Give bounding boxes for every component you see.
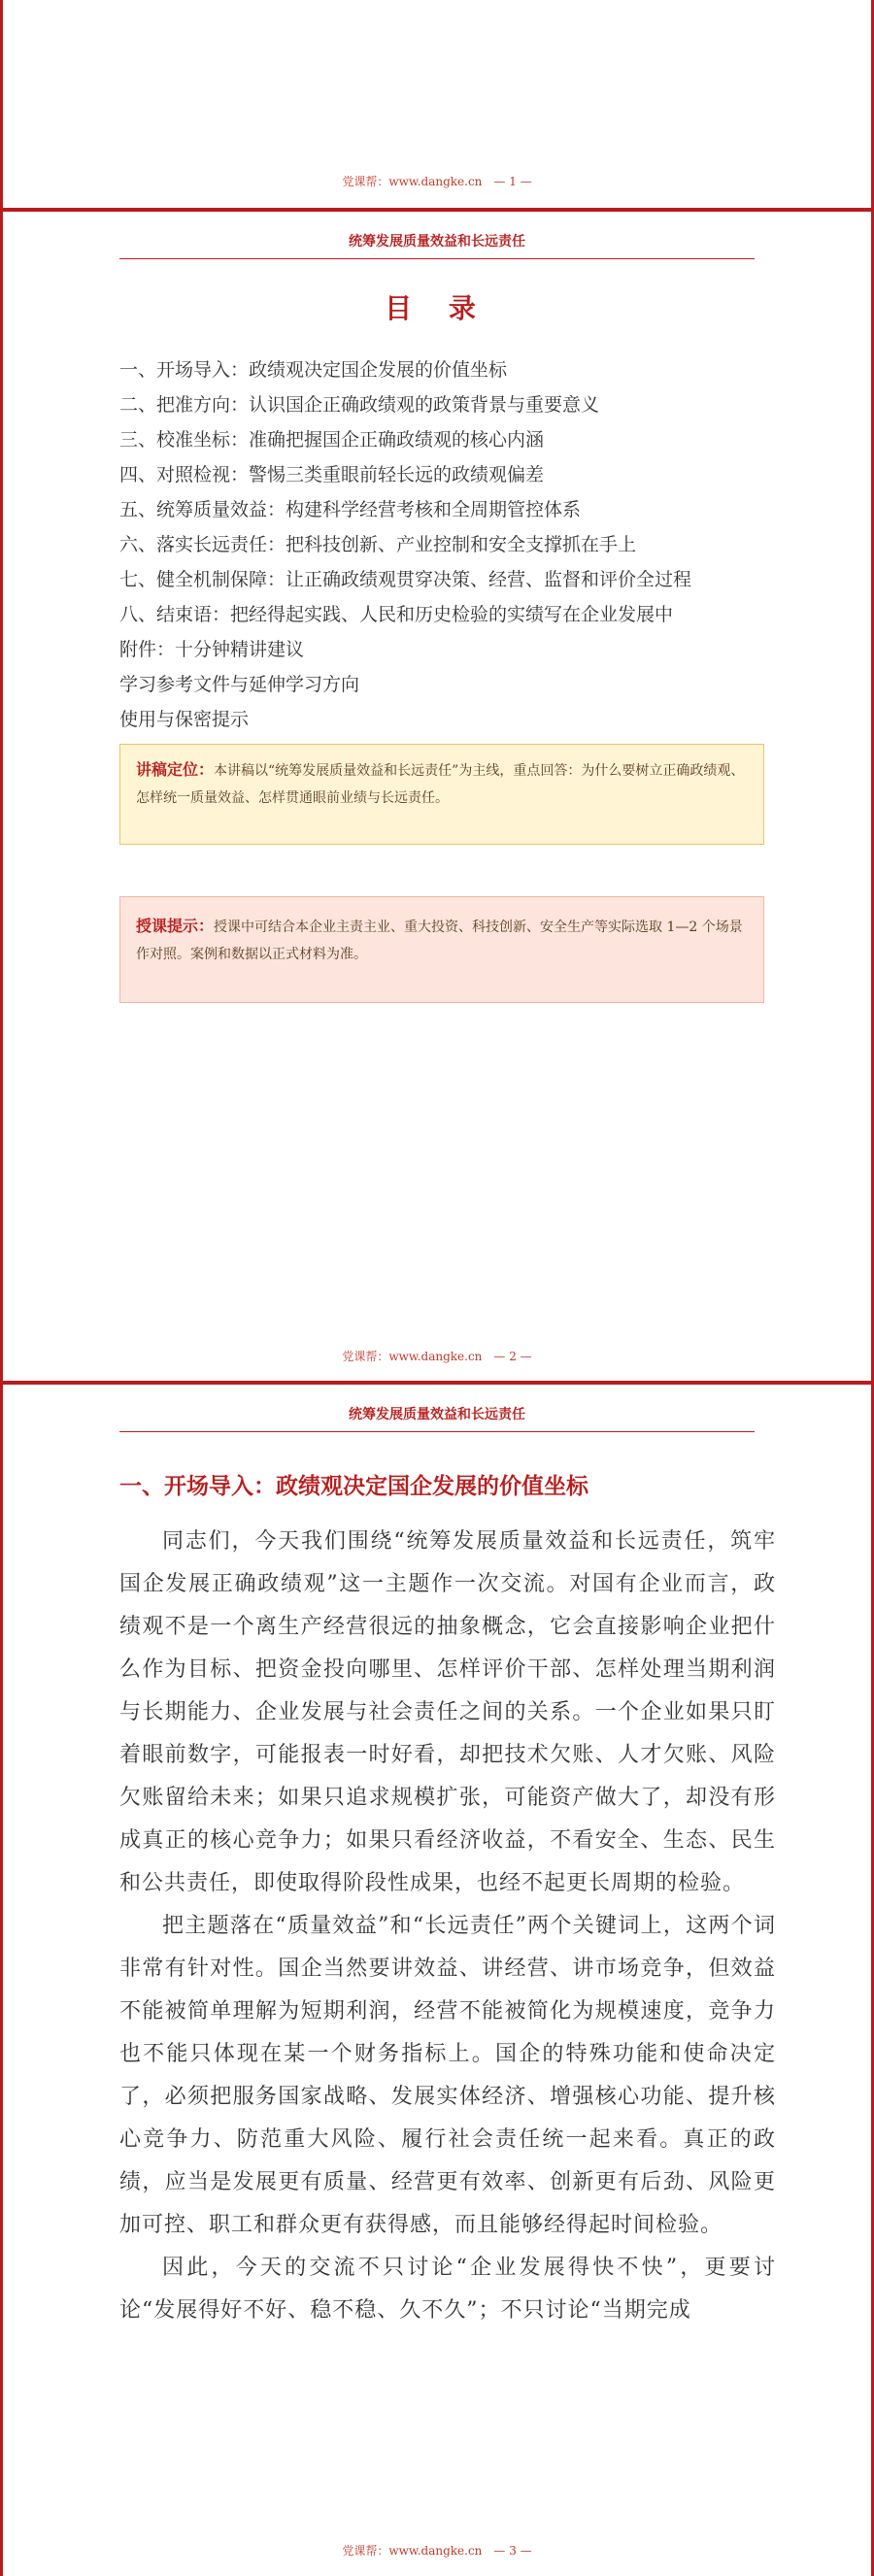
footer-site: 党课帮：www.dangke.cn [342, 2544, 483, 2558]
toc-item: 四、对照检视：警惕三类重眼前轻长远的政绩观偏差 [119, 464, 545, 485]
toc-item: 六、落实长远责任：把科技创新、产业控制和安全支撑抓在手上 [119, 534, 637, 555]
teaching-tip-callout [119, 896, 764, 1003]
positioning-callout [119, 744, 764, 845]
callout-label: 讲稿定位： [136, 760, 215, 779]
toc-item: 使用与保密提示 [119, 709, 250, 730]
paragraph: 把主题落在“质量效益”和“长远责任”两个关键词上，这两个词非常有针对性。国企当然要讲效益、讲经营、讲市场竞争，但效益不能被简单理解为短期利润，经营不能被简化为规模速度，竞争力也不能只体现在某一个财务指标上。国企的特殊功能和使命决定了，必须把服务国家战略、发展实体经济、增强核心功能、提升核心竞争力、防范重大风险、履行社会责任统一起来看。真正的政绩，应当是发展更有质量、经营更有效率、创新更有后劲、风险更加可控、职工和群众更有获得感，而且能够经得起时间检验。 [119, 1914, 776, 2237]
page-1 [0, 0, 874, 208]
toc-item: 七、健全机制保障：让正确政绩观贯穿决策、经营、监督和评价全过程 [119, 569, 692, 590]
footer-site: 党课帮：www.dangke.cn [342, 175, 483, 188]
running-header: 统筹发展质量效益和长远责任 [119, 231, 755, 259]
footer-page-number: — 3 — [493, 2544, 532, 2558]
section-heading: 一、开场导入：政绩观决定国企发展的价值坐标 [119, 1473, 588, 1499]
callout-label: 授课提示： [136, 917, 215, 935]
toc-item: 学习参考文件与延伸学习方向 [119, 674, 360, 695]
page-footer [3, 2542, 871, 2559]
toc-title: 目 录 [385, 292, 489, 324]
toc-item: 八、结束语：把经得起实践、人民和历史检验的实绩写在企业发展中 [119, 604, 674, 625]
footer-page-number: — 1 — [493, 175, 532, 188]
callout-text: 本讲稿以“统筹发展质量效益和长远责任”为主线，重点回答：为什么要树立正确政绩观、怎样统一质量效益、怎样贯通眼前业绩与长远责任。 [136, 763, 745, 806]
footer-site: 党课帮：www.dangke.cn [342, 1350, 483, 1363]
footer-page-number: — 2 — [493, 1350, 532, 1363]
page-3 [0, 1385, 874, 2576]
toc-item: 二、把准方向：认识国企正确政绩观的政策背景与重要意义 [119, 394, 600, 416]
callout-text: 授课中可结合本企业主责主业、重大投资、科技创新、安全生产等实际选取 1—2 个场景作对照。案例和数据以正式材料为准。 [136, 920, 743, 962]
table-of-contents [119, 352, 774, 737]
toc-item: 五、统筹质量效益：构建科学经营考核和全周期管控体系 [119, 499, 582, 520]
toc-item: 一、开场导入：政绩观决定国企发展的价值坐标 [119, 359, 508, 381]
toc-item: 三、校准坐标：准确把握国企正确政绩观的核心内涵 [119, 429, 545, 451]
article-body [119, 1521, 776, 2332]
toc-item: 附件：十分钟精讲建议 [119, 639, 305, 660]
paragraph: 因此，今天的交流不只讨论“企业发展得快不快”，更要讨论“发展得好不好、稳不稳、久不久”；不只讨论“当期完成 [119, 2256, 776, 2323]
page-footer [3, 173, 871, 189]
page-footer [3, 1348, 871, 1364]
paragraph: 同志们，今天我们围绕“统筹发展质量效益和长远责任，筑牢国企发展正确政绩观”这一主题作一次交流。对国有企业而言，政绩观不是一个离生产经营很远的抽象概念，它会直接影响企业把什么作为目标、把资金投向哪里、怎样评价干部、怎样处理当期利润与长期能力、企业发展与社会责任之间的关系。一个企业如果只盯着眼前数字，可能报表一时好看，却把技术欠账、人才欠账、风险欠账留给未来；如果只追求规模扩张，可能资产做大了，却没有形成真正的核心竞争力；如果只看经济收益，不看安全、生态、民生和公共责任，即使取得阶段性成果，也经不起更长周期的检验。 [119, 1529, 776, 1895]
page-2 [0, 212, 874, 1381]
running-header: 统筹发展质量效益和长远责任 [119, 1404, 755, 1432]
